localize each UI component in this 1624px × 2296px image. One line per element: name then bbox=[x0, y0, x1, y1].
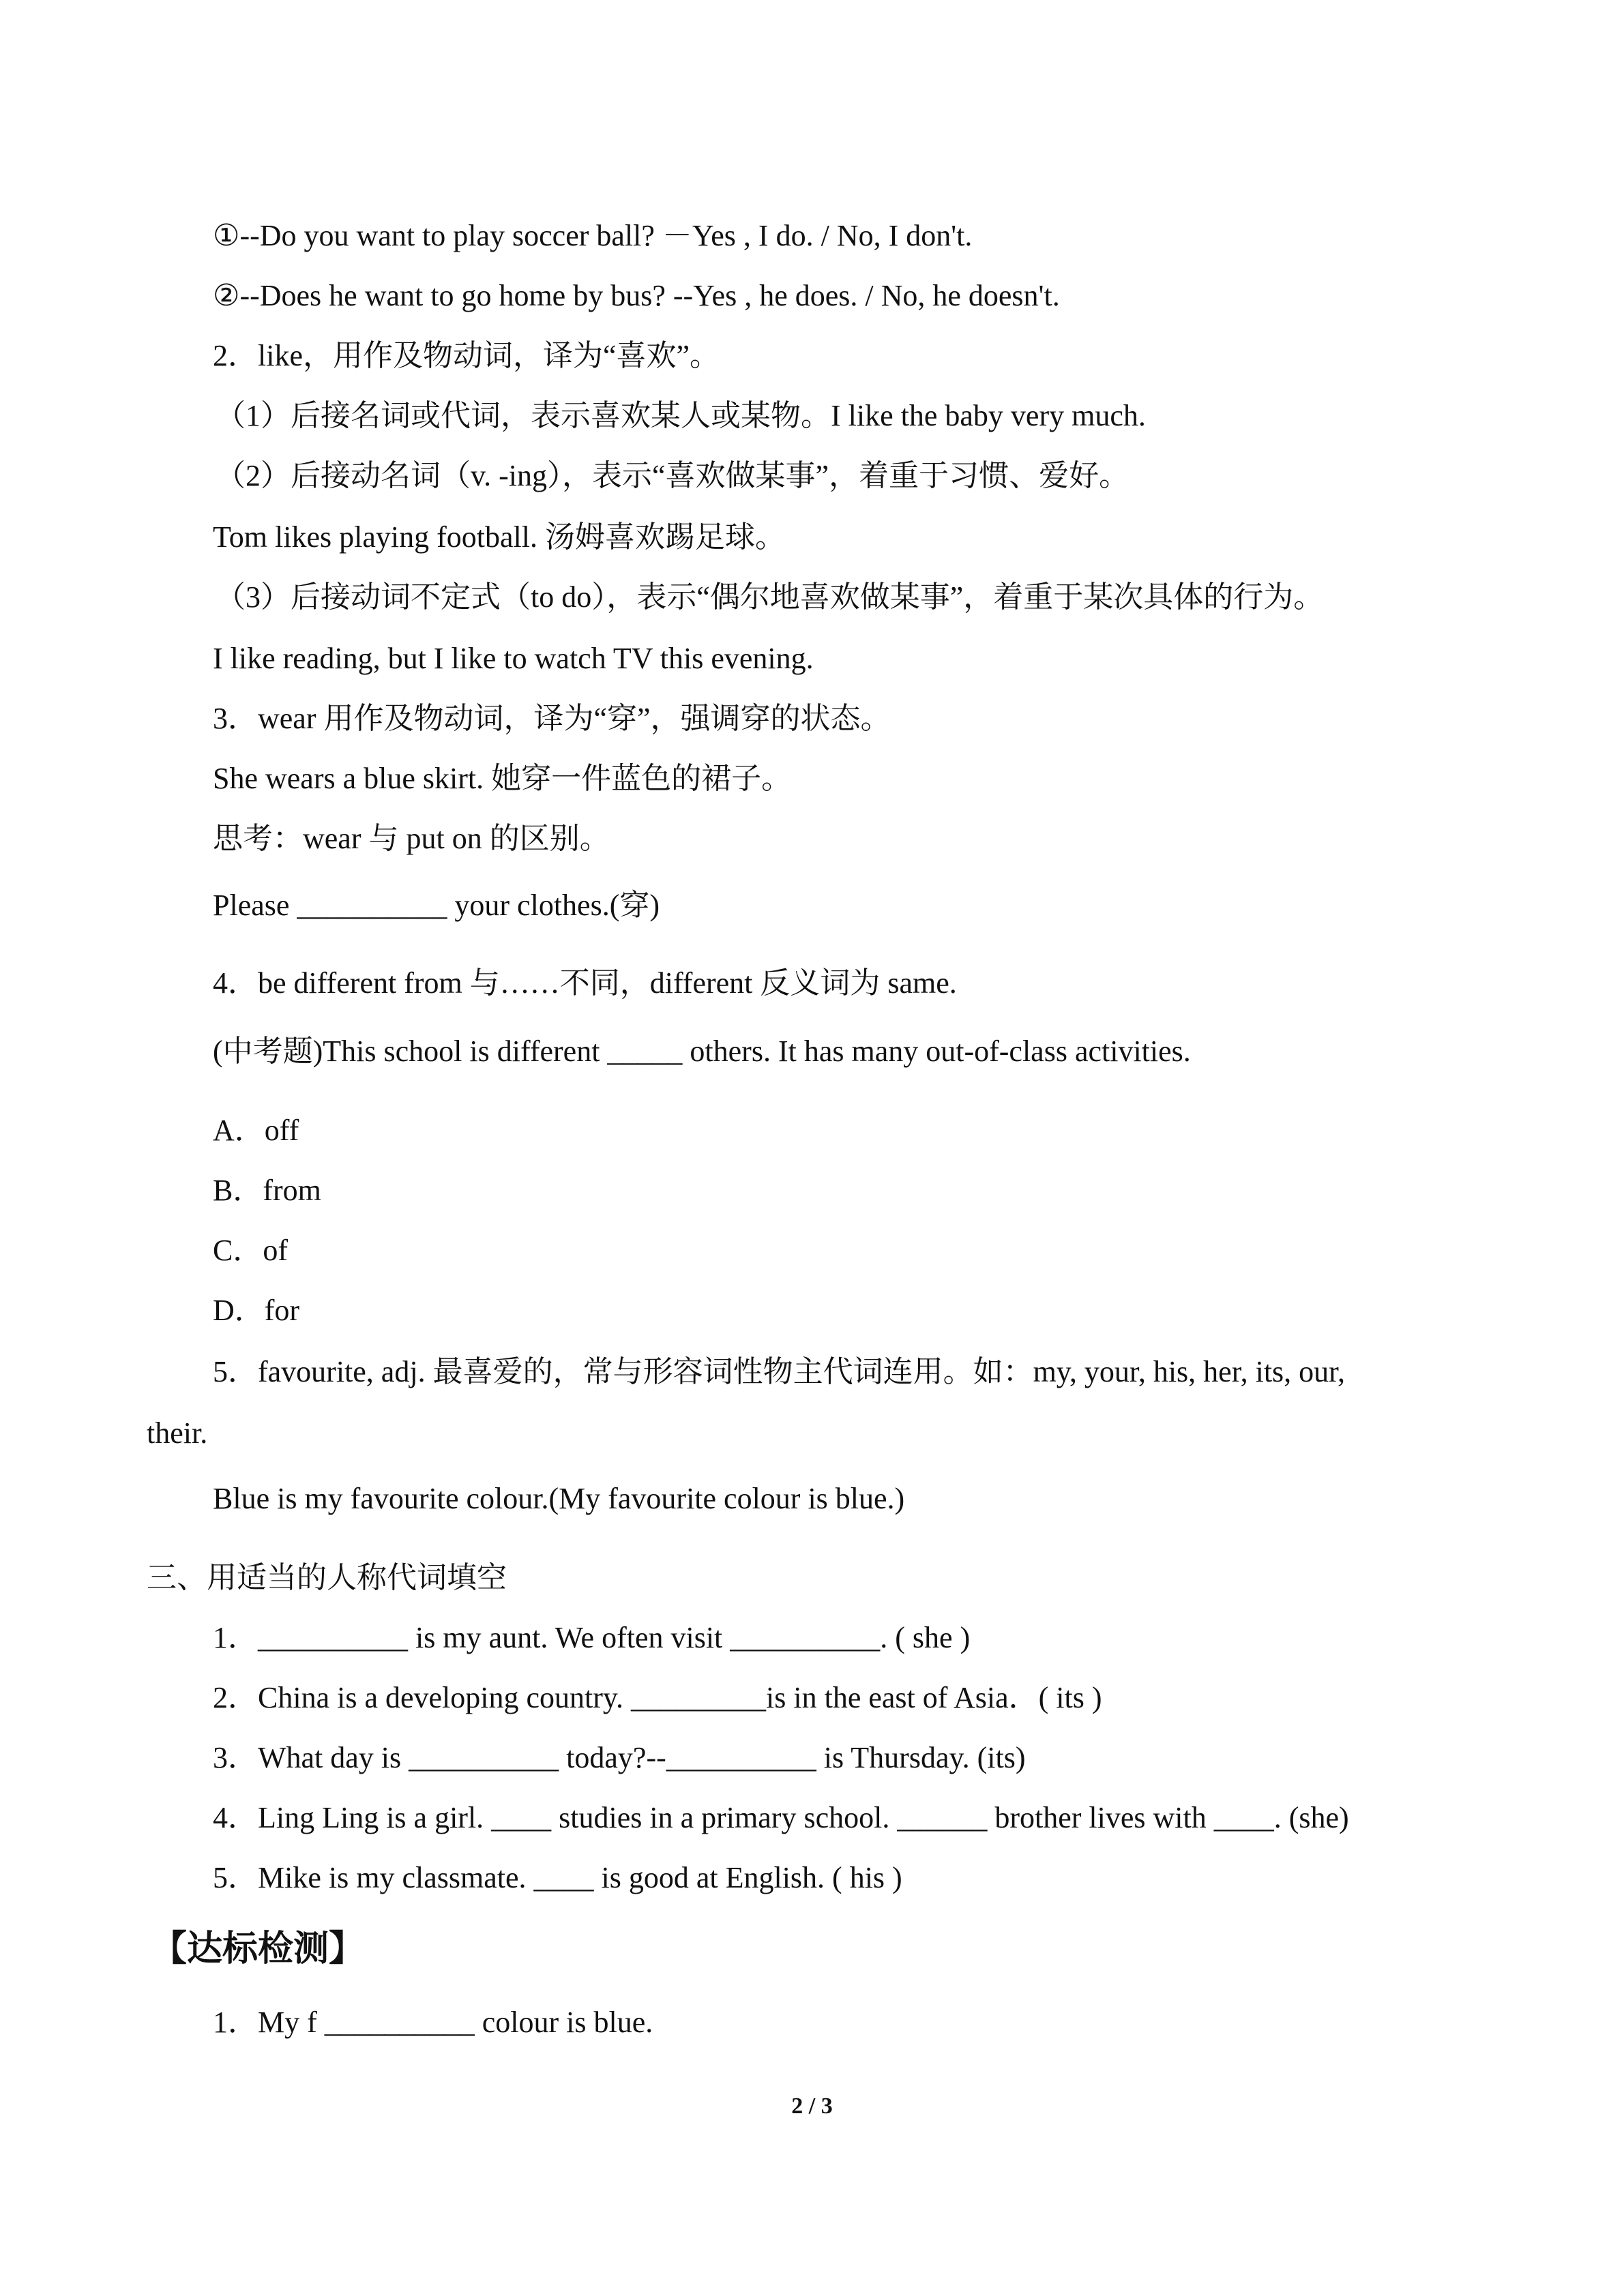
text-line-wear-exercise: Please __________ your clothes.(穿) bbox=[213, 889, 660, 922]
text-line-wear-think: 思考：wear 与 put on 的区别。 bbox=[213, 822, 610, 855]
text-line-wear-heading: 3．wear 用作及物动词，译为“穿”，强调穿的状态。 bbox=[213, 702, 891, 735]
exercise-item-4: 4．Ling Ling is a girl. ____ studies in a primary school. ______ brother lives with ____. (she) bbox=[213, 1801, 1349, 1834]
exercise-item-2: 2．China is a developing country. _________is in the east of Asia．( its ) bbox=[213, 1681, 1102, 1714]
text-line-different-heading: 4．be different from 与……不同，different 反义词为 same. bbox=[213, 966, 957, 1000]
text-line-example-1: ①--Do you want to play soccer ball? －Yes , I do. / No, I don't. bbox=[213, 219, 973, 252]
text-line-like-3: （3）后接动词不定式（to do），表示“偶尔地喜欢做某事”，着重于某次具体的行为。 bbox=[216, 580, 1324, 614]
text-line-like-heading: 2．like，用作及物动词，译为“喜欢”。 bbox=[213, 339, 720, 372]
text-line-like-2-example: Tom likes playing football. 汤姆喜欢踢足球。 bbox=[213, 520, 785, 554]
option-b: B．from bbox=[213, 1174, 321, 1207]
option-c: C．of bbox=[213, 1234, 288, 1267]
exercise-item-5: 5．Mike is my classmate. ____ is good at English. ( his ) bbox=[213, 1861, 902, 1894]
section-title-pronouns: 三、用适当的人称代词填空 bbox=[147, 1561, 507, 1594]
exercise-item-3: 3．What day is __________ today?--__________ is Thursday. (its) bbox=[213, 1741, 1026, 1774]
option-d: D．for bbox=[213, 1294, 300, 1327]
text-line-favourite-heading: 5．favourite, adj. 最喜爱的，常与形容词性物主代词连用。如：my, your, his, her, its, our, bbox=[213, 1355, 1346, 1388]
text-line-example-2: ②--Does he want to go home by bus? --Yes , he does. / No, he doesn't. bbox=[213, 279, 1060, 312]
option-a: A．off bbox=[213, 1114, 299, 1147]
section-heading-assessment: 【达标检测】 bbox=[151, 1928, 365, 1969]
text-line-favourite-example: Blue is my favourite colour.(My favourite colour is blue.) bbox=[213, 1482, 905, 1515]
text-line-like-1: （1）后接名词或代词，表示喜欢某人或某物。I like the baby very much. bbox=[216, 399, 1146, 432]
assessment-item-1: 1．My f __________ colour is blue. bbox=[213, 2006, 653, 2039]
text-line-favourite-continued: their. bbox=[147, 1416, 208, 1450]
text-line-exam-question: (中考题)This school is different _____ others. It has many out-of-class activities. bbox=[213, 1034, 1191, 1068]
text-line-like-3-example: I like reading, but I like to watch TV this evening. bbox=[213, 642, 814, 675]
page-number: 2 / 3 bbox=[791, 2093, 833, 2119]
exercise-item-1: 1．__________ is my aunt. We often visit __________. ( she ) bbox=[213, 1621, 971, 1654]
text-line-wear-example: She wears a blue skirt. 她穿一件蓝色的裙子。 bbox=[213, 762, 792, 795]
text-line-like-2: （2）后接动名词（v. -ing），表示“喜欢做某事”，着重于习惯、爱好。 bbox=[216, 459, 1130, 492]
